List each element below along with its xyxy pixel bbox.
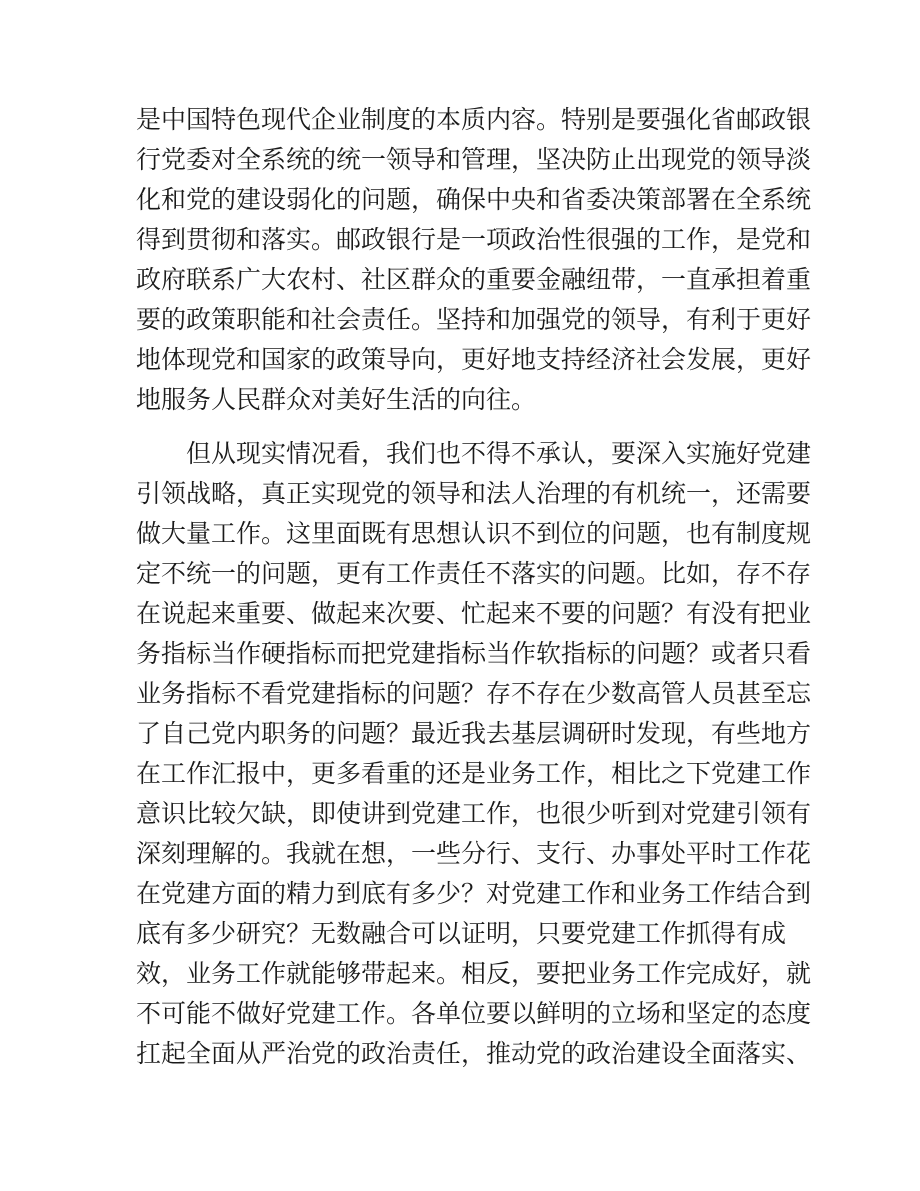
text-line: 底有多少研究？无数融合可以证明，只要党建工作抓得有成 xyxy=(136,919,787,948)
text-line: 效，业务工作就能够带起来。相反，要把业务工作完成好，就 xyxy=(136,959,812,988)
text-line: 扛起全面从严治党的政治责任，推动党的政治建设全面落实、 xyxy=(136,1039,812,1068)
text-line: 引领战略，真正实现党的领导和法人治理的有机统一，还需要 xyxy=(136,479,812,508)
text-line: 地体现党和国家的政策导向，更好地支持经济社会发展，更好 xyxy=(136,345,812,374)
text-line: 行党委对全系统的统一领导和管理，坚决防止出现党的领导淡 xyxy=(136,145,812,174)
text-line: 深刻理解的。我就在想，一些分行、支行、办事处平时工作花 xyxy=(136,839,812,868)
text-line: 在工作汇报中，更多看重的还是业务工作，相比之下党建工作 xyxy=(136,759,812,788)
paragraph-1 xyxy=(136,100,812,420)
text-line: 做大量工作。这里面既有思想认识不到位的问题，也有制度规 xyxy=(136,519,812,548)
text-line: 了自己党内职务的问题？最近我去基层调研时发现，有些地方 xyxy=(136,719,812,748)
paragraph-2 xyxy=(136,434,812,1074)
text-line: 政府联系广大农村、社区群众的重要金融纽带，一直承担着重 xyxy=(136,265,812,294)
text-line: 定不统一的问题，更有工作责任不落实的问题。比如，存不存 xyxy=(136,559,812,588)
text-line: 意识比较欠缺，即使讲到党建工作，也很少听到对党建引领有 xyxy=(136,799,812,828)
text-line: 业务指标不看党建指标的问题？存不存在少数高管人员甚至忘 xyxy=(136,679,812,708)
text-line: 但从现实情况看，我们也不得不承认，要深入实施好党建 xyxy=(136,439,812,468)
text-line: 化和党的建设弱化的问题，确保中央和省委决策部署在全系统 xyxy=(136,185,812,214)
paragraph-spacer xyxy=(136,420,786,434)
document-body xyxy=(136,100,812,1074)
text-line: 是中国特色现代企业制度的本质内容。特别是要强化省邮政银 xyxy=(136,105,812,134)
text-line: 得到贯彻和落实。邮政银行是一项政治性很强的工作，是党和 xyxy=(136,225,812,254)
text-line: 地服务人民群众对美好生活的向往。 xyxy=(136,385,537,414)
text-line: 在党建方面的精力到底有多少？对党建工作和业务工作结合到 xyxy=(136,879,812,908)
text-line: 务指标当作硬指标而把党建指标当作软指标的问题？或者只看 xyxy=(136,639,812,668)
text-line: 要的政策职能和社会责任。坚持和加强党的领导，有利于更好 xyxy=(136,305,812,334)
text-line: 不可能不做好党建工作。各单位要以鲜明的立场和坚定的态度 xyxy=(136,999,812,1028)
text-line: 在说起来重要、做起来次要、忙起来不要的问题？有没有把业 xyxy=(136,599,812,628)
